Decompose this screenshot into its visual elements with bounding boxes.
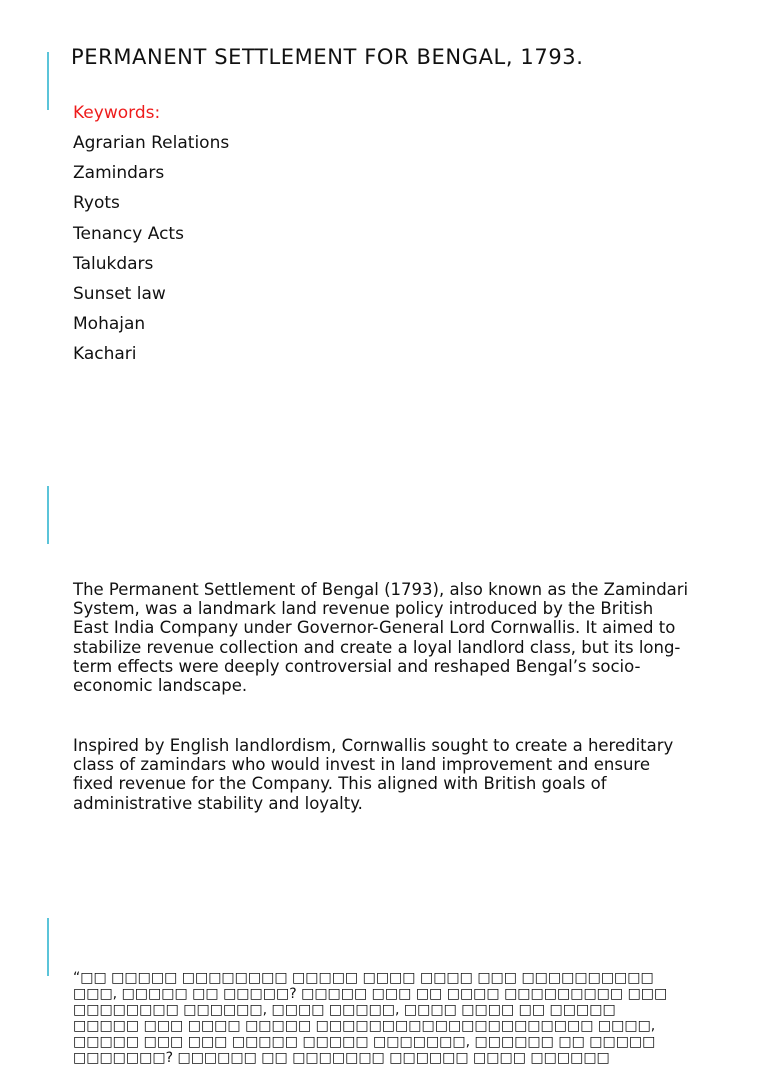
accent-bar-middle xyxy=(47,486,49,544)
keywords-heading: Keywords: xyxy=(73,103,161,123)
accent-bar-top xyxy=(47,52,49,110)
keyword-list xyxy=(73,133,229,375)
keyword-item: Kachari xyxy=(73,344,137,365)
intro-paragraph: The Permanent Settlement of Bengal (1793), also known as the Zamindari System, was a landmark land revenue policy introduced by the British East India Company under Governor-General Lord Cornwallis. It aimed to stabilize revenue collection and create a loyal landlord class, but its long-term effects were deeply controversial and reshaped Bengal’s socio-economic landscape. xyxy=(73,580,689,696)
rationale-paragraph: Inspired by English landlordism, Cornwallis sought to create a hereditary class of zamindars who would invest in land improvement and ensure fixed revenue for the Company. This aligned with British goals of administrative stability and loyalty. xyxy=(73,736,674,813)
keyword-item: Talukdars xyxy=(73,253,154,274)
keyword-item: Ryots xyxy=(73,193,120,214)
quote-paragraph: “□□ □□□□□ □□□□□□□□ □□□□□ □□□□ □□□□ □□□ □□□□□□□□□□ □□□, □□□□□ □□ □□□□□? □□□□□ □□□ □□ □□□□ □□□□□□□□□ □□□ □□□□□□□□ □□□□□□, □□□□ □□□□□, □□□□ □□□□ □□ □□□□□ □□□□□ □□□ □□□□ □□□□□ □□□□□□□□□□□□□□□□□□□□□ □□□□, □□□□□ □□□ □□□ □□□□□ □□□□□ □□□□□□□, □□□□□□ □□ □□□□□ □□□□□□□? □□□□□□ □□ □□□□□□□ □□□□□□ □□□□ □□□□□□ xyxy=(73,970,668,1066)
keyword-item: Tenancy Acts xyxy=(73,223,184,244)
keyword-item: Agrarian Relations xyxy=(73,133,230,153)
keyword-item: Mohajan xyxy=(73,314,146,335)
keyword-item: Zamindars xyxy=(73,163,165,184)
accent-bar-bottom xyxy=(47,918,49,976)
page-title: PERMANENT SETTLEMENT FOR BENGAL, 1793. xyxy=(71,45,584,69)
keyword-item: Sunset law xyxy=(73,283,166,304)
